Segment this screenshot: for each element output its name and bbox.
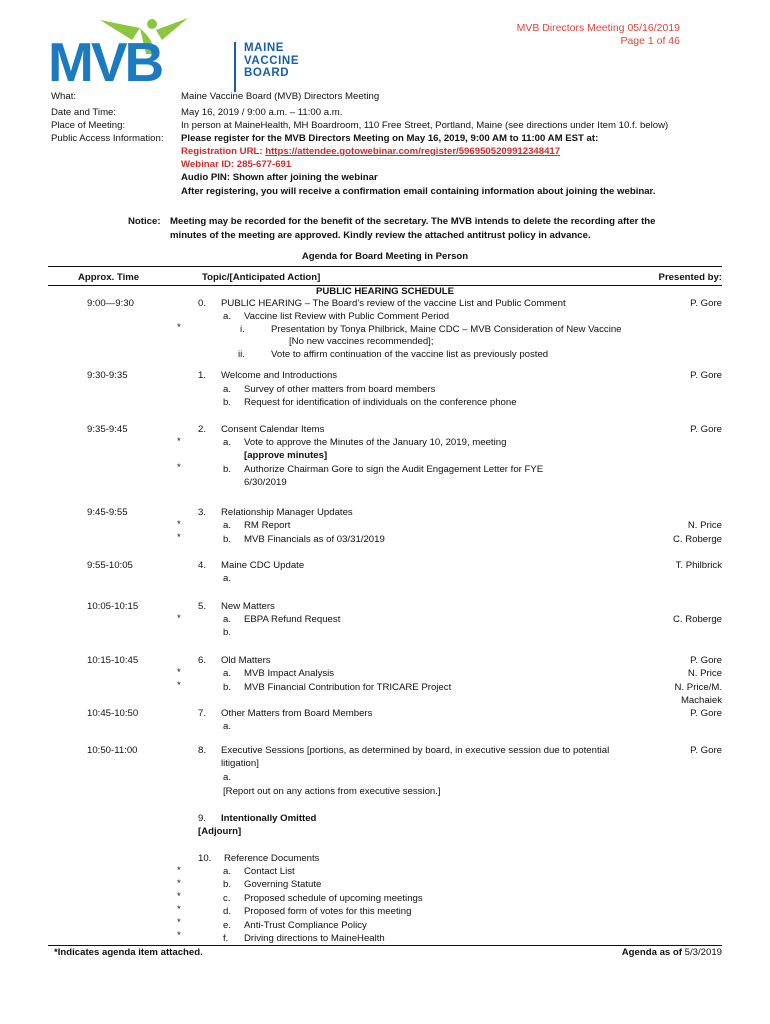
ref-doc-b-letter: b. <box>223 879 232 890</box>
item6-number: 6. <box>198 655 207 666</box>
access-line: Please register for the MVB Directors Meeting on May 16, 2019, 9:00 AM to 11:00 AM EST at: <box>181 133 599 144</box>
ref-doc-a-text: Contact List <box>244 866 295 877</box>
webinar-id: Webinar ID: 285-677-691 <box>181 159 292 170</box>
item5-time: 10:05-10:15 <box>87 601 139 612</box>
notice-text: Meeting may be recorded for the benefit of the secretary. The MVB intends to delete the recording after the minutes of the meeting are approved. Kindly review the attached antitrust policy in advance. <box>170 216 656 241</box>
ref-doc-d-letter: d. <box>223 906 232 917</box>
item0-a-letter: a. <box>223 311 232 322</box>
item10-title: Reference Documents <box>224 853 320 864</box>
item6-time: 10:15-10:45 <box>87 655 139 666</box>
ref-doc-c-letter: c. <box>223 893 231 904</box>
item3-b-letter: b. <box>223 534 232 545</box>
item2-b-text-cont: 6/30/2019 <box>244 477 287 488</box>
item6-b-presenter: N. Price/M. <box>674 682 722 693</box>
footer-date-label: Agenda as of <box>621 947 685 958</box>
ref-doc-d-text: Proposed form of votes for this meeting <box>244 906 412 917</box>
place-value: In person at MaineHealth, MH Boardroom, 110 Free Street, Portland, Maine (see directions under Item 10.f. below) <box>181 120 669 131</box>
item6-b-presenter-cont: Machaiek <box>680 695 722 706</box>
footer-date-value: 5/3/2019 <box>684 947 722 958</box>
item7-a-letter: a. <box>223 721 232 732</box>
registration-link[interactable]: https://attendee.gotowebinar.com/register/5969505209912348417 <box>265 146 561 157</box>
item0-roman-ii-text: Vote to affirm continuation of the vaccine list as previously posted <box>271 349 549 360</box>
item2-number: 2. <box>198 424 207 435</box>
what-value: Maine Vaccine Board (MVB) Directors Meeting <box>181 91 380 102</box>
item4-presenter: T. Philbrick <box>675 560 722 571</box>
item2-presenter: P. Gore <box>690 424 722 435</box>
ref-doc-a-star: * <box>177 865 181 876</box>
item9-title: Intentionally Omitted <box>221 813 317 824</box>
item3-b-presenter: C. Roberge <box>672 534 722 545</box>
item6-a-star: * <box>177 667 181 678</box>
item4-number: 4. <box>198 560 207 571</box>
item7-presenter: P. Gore <box>690 708 722 719</box>
ref-doc-e-star: * <box>177 917 181 928</box>
item0-roman-ii: ii. <box>238 349 245 360</box>
item0-presenter: P. Gore <box>690 298 722 309</box>
item6-a-presenter: N. Price <box>687 668 722 679</box>
footer-rule <box>48 945 722 946</box>
date-label: Date and Time: <box>51 107 117 118</box>
item6-b-star: * <box>177 680 181 691</box>
item6-a-letter: a. <box>223 668 232 679</box>
document-header <box>517 22 680 48</box>
item0-title: PUBLIC HEARING – The Board’s review of the vaccine List and Public Comment <box>221 298 566 309</box>
agenda-title: Agenda for Board Meeting in Person <box>301 251 469 262</box>
logo-acronym: MVB <box>48 31 162 86</box>
item9-number: 9. <box>198 813 207 824</box>
item5-number: 5. <box>198 601 207 612</box>
item8-title: Executive Sessions [portions, as determined by board, in executive session due to potential <box>221 745 610 756</box>
item1-b-letter: b. <box>223 397 232 408</box>
item3-b-star: * <box>177 532 181 543</box>
item2-a-letter: a. <box>223 437 232 448</box>
item0-roman-i-text: Presentation by Tonya Philbrick, Maine CDC – MVB Consideration of New Vaccine <box>271 324 622 335</box>
header-rule-top <box>48 266 722 267</box>
item5-a-letter: a. <box>223 614 232 625</box>
ref-doc-a-letter: a. <box>223 866 232 877</box>
item1-presenter: P. Gore <box>690 370 722 381</box>
item2-a-text: Vote to approve the Minutes of the January 10, 2019, meeting <box>244 437 507 448</box>
item0-a-text: Vaccine list Review with Public Comment Period <box>244 311 450 322</box>
item5-presenter: C. Roberge <box>672 614 722 625</box>
item3-a-star: * <box>177 519 181 530</box>
access-label: Public Access Information: <box>51 133 164 144</box>
mvb-logo-mark <box>48 14 233 86</box>
item2-time: 9:35-9:45 <box>87 424 128 435</box>
item3-b-text: MVB Financials as of 03/31/2019 <box>244 534 385 545</box>
meeting-date-line: MVB Directors Meeting 05/16/2019 <box>516 22 680 34</box>
col-topic-header: Topic/[Anticipated Action] <box>202 272 321 283</box>
item2-a-star: * <box>177 436 181 447</box>
registration-label: Registration URL: <box>181 146 266 157</box>
item7-time: 10:45-10:50 <box>87 708 139 719</box>
ref-doc-b-text: Governing Statute <box>244 879 322 890</box>
item4-a-letter: a. <box>223 573 232 584</box>
item5-a-star: * <box>177 613 181 624</box>
ref-doc-c-star: * <box>177 891 181 902</box>
public-hearing-title: PUBLIC HEARING SCHEDULE <box>315 286 455 297</box>
item6-a-text: MVB Impact Analysis <box>244 668 335 679</box>
item1-a-text: Survey of other matters from board members <box>244 384 436 395</box>
item0-time: 9:00—9:30 <box>87 298 134 309</box>
item8-number: 8. <box>198 745 207 756</box>
item1-number: 1. <box>198 370 207 381</box>
what-label: What: <box>51 91 77 102</box>
registration-line <box>181 145 560 159</box>
item6-b-letter: b. <box>223 682 232 693</box>
logo-org-line2: VACCINE <box>244 54 300 67</box>
after-registering-note: After registering, you will receive a confirmation email containing information about joining the webinar. <box>181 186 656 197</box>
item2-b-text: Authorize Chairman Gore to sign the Audit Engagement Letter for FYE <box>244 464 544 475</box>
item2-title: Consent Calendar Items <box>221 424 325 435</box>
mvb-logo <box>48 14 318 86</box>
notice-label: Notice: <box>128 216 161 227</box>
item3-title: Relationship Manager Updates <box>221 507 353 518</box>
item7-title: Other Matters from Board Members <box>221 708 373 719</box>
item0-number: 0. <box>198 298 207 309</box>
ref-doc-f-star: * <box>177 930 181 941</box>
item1-time: 9:30-9:35 <box>87 370 128 381</box>
item6-presenter: P. Gore <box>690 655 722 666</box>
logo-org-line1: MAINE <box>244 42 285 54</box>
item8-time: 10:50-11:00 <box>87 745 138 756</box>
ref-doc-e-letter: e. <box>223 920 232 931</box>
col-presenter-header: Presented by: <box>658 272 722 283</box>
ref-doc-f-letter: f. <box>223 933 229 944</box>
item4-time: 9:55-10:05 <box>87 560 133 571</box>
item1-a-letter: a. <box>223 384 232 395</box>
item2-b-letter: b. <box>223 464 232 475</box>
item3-a-text: RM Report <box>244 520 291 531</box>
item7-number: 7. <box>198 708 207 719</box>
item5-title: New Matters <box>221 601 275 612</box>
item10-number: 10. <box>198 853 212 864</box>
item5-a-text: EBPA Refund Request <box>244 614 341 625</box>
page-number: Page 1 of 46 <box>620 35 680 47</box>
item3-number: 3. <box>198 507 207 518</box>
item9-adjourn: [Adjourn] <box>198 826 242 837</box>
logo-org-line3: BOARD <box>244 67 290 79</box>
item8-note: [Report out on any actions from executive session.] <box>223 786 441 797</box>
audio-pin: Audio PIN: Shown after joining the webinar <box>181 172 378 183</box>
item2-a-note: [approve minutes] <box>244 450 328 461</box>
footer-attachment-note: *Indicates agenda item attached. <box>54 947 203 958</box>
item3-a-letter: a. <box>223 520 232 531</box>
ref-doc-b-star: * <box>177 878 181 889</box>
item2-b-star: * <box>177 462 181 473</box>
ref-doc-c-text: Proposed schedule of upcoming meetings <box>244 893 423 904</box>
item4-title: Maine CDC Update <box>221 560 305 571</box>
date-value: May 16, 2019 / 9:00 a.m. – 11:00 a.m. <box>181 107 343 118</box>
ref-doc-e-text: Anti-Trust Compliance Policy <box>244 920 367 931</box>
col-time-header: Approx. Time <box>78 272 140 283</box>
item3-time: 9:45-9:55 <box>87 507 128 518</box>
logo-org-name <box>244 42 299 80</box>
item1-title: Welcome and Introductions <box>221 370 338 381</box>
ref-doc-f-text: Driving directions to MaineHealth <box>244 933 385 944</box>
item8-a-letter: a. <box>223 772 232 783</box>
item6-title: Old Matters <box>221 655 271 666</box>
logo-divider <box>234 42 236 92</box>
ref-doc-d-star: * <box>177 904 181 915</box>
item8-title-cont: litigation] <box>221 758 259 769</box>
item0-roman-i-note: [No new vaccines recommended]; <box>289 336 434 347</box>
item8-presenter: P. Gore <box>690 745 722 756</box>
item6-b-text: MVB Financial Contribution for TRICARE Project <box>244 682 452 693</box>
place-label: Place of Meeting: <box>51 120 126 131</box>
item0-attachment-star: * <box>177 322 181 333</box>
item1-b-text: Request for identification of individuals on the conference phone <box>244 397 517 408</box>
item5-b-letter: b. <box>223 627 232 638</box>
item0-roman-i: i. <box>240 324 245 335</box>
item3-a-presenter: N. Price <box>687 520 722 531</box>
footer-agenda-date <box>622 947 722 958</box>
